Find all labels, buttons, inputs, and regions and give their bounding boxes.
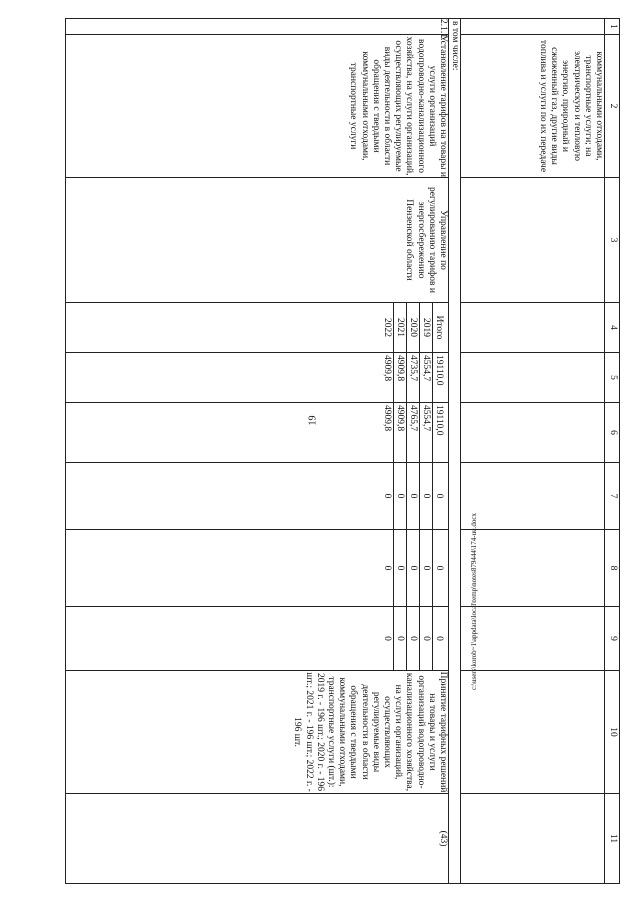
col6-value: 19110,0: [433, 403, 446, 462]
col-num-9: 9: [605, 607, 620, 671]
col-num-11: 11: [605, 794, 620, 884]
executor: Управление по регулированию тарифов и энергосбережению Пензенской области: [66, 178, 449, 303]
col7-value: 0: [433, 463, 446, 529]
years-list: [381, 303, 445, 352]
col6-value: 4909,8: [394, 403, 407, 462]
footer-file-path: c:\users\korob~1\appdata\local\temp\notes879444\174-uu.docx: [470, 513, 478, 690]
year-2021: 2021: [394, 303, 407, 352]
col7-value: 0: [394, 463, 407, 529]
col7-value: 0: [382, 493, 392, 499]
col9-value: 0: [407, 607, 420, 670]
continued-item-name: коммунальными отходами, транспортные услуги; на электрическую и тепловую энергию, природный и сжиженный газ, другие виды топлива и услуги по их передаче: [461, 35, 605, 178]
year-2019: 2019: [420, 303, 433, 352]
col8-value: 0: [420, 530, 433, 606]
col-num-5: 5: [605, 353, 620, 403]
item-name: Установление тарифов на товары и услуги организаций водопроводно-канализационного хозяйства, на услуги организаций, осуществляющих регулируемые виды деятельности в области обращения с твердыми коммунальными отходами, транспортные услуги: [66, 35, 449, 178]
year-2020: 2020: [407, 303, 420, 352]
year-2022: 2022: [382, 318, 392, 337]
col9-value: 0: [394, 607, 407, 670]
col6-values: [381, 403, 445, 462]
indicator-reference: (43): [66, 794, 449, 884]
col7-value: 0: [420, 463, 433, 529]
col7-value: 0: [407, 463, 420, 529]
col5-value: 19110,0: [433, 353, 446, 402]
col5-value: 4909,8: [382, 355, 392, 382]
column-number-row: [605, 19, 620, 884]
col9-value: 0: [420, 607, 433, 670]
col-num-1: 1: [605, 19, 620, 35]
col8-value: 0: [407, 530, 420, 606]
col9-value: 0: [433, 607, 446, 670]
col-num-7: 7: [605, 463, 620, 530]
col-num-2: 2: [605, 35, 620, 178]
col5-value: 4554,7: [420, 353, 433, 402]
col9-values: [381, 607, 445, 670]
col-num-6: 6: [605, 403, 620, 463]
col-num-8: 8: [605, 530, 620, 607]
col-num-4: 4: [605, 303, 620, 353]
col6-value: 4765,7: [407, 403, 420, 462]
col8-value: 0: [394, 530, 407, 606]
col9-value: 0: [382, 636, 392, 641]
program-table: [65, 18, 620, 884]
indicator-text: Принятие тарифных решений на товары и услуги организаций водопроводно-канализационного хозяйства, на услуги организаций, осуществляющих регулируемые виды деятельности в области обращения с твердыми коммунальными отходами, транспортные услуги (шт.): 2019 г. - 196 шт.; 2020 г. - 196 шт.; 2021 г. - 196 шт.; 2022 г. - 196 шт.: [66, 671, 449, 794]
section-label: в том числе:: [449, 19, 461, 884]
rotated-table-page: [65, 18, 620, 883]
col6-value: 4554,7: [420, 403, 433, 462]
col8-value: 0: [382, 565, 392, 571]
continuation-row: [461, 19, 605, 884]
item-number: 2.1.1.: [66, 19, 449, 35]
col-num-3: 3: [605, 178, 620, 303]
col-num-10: 10: [605, 671, 620, 794]
col5-value: 4909,8: [394, 353, 407, 402]
col5-value: 4735,7: [407, 353, 420, 402]
year-total: Итого: [433, 303, 446, 352]
col8-values: [381, 530, 445, 606]
col7-values: [381, 463, 445, 529]
col8-value: 0: [433, 530, 446, 606]
col6-value: 4909,8: [382, 405, 392, 432]
table-row-2-1-1: [66, 19, 449, 884]
section-label-row: [449, 19, 461, 884]
col5-values: [381, 353, 445, 402]
page-number: 19: [307, 415, 319, 426]
